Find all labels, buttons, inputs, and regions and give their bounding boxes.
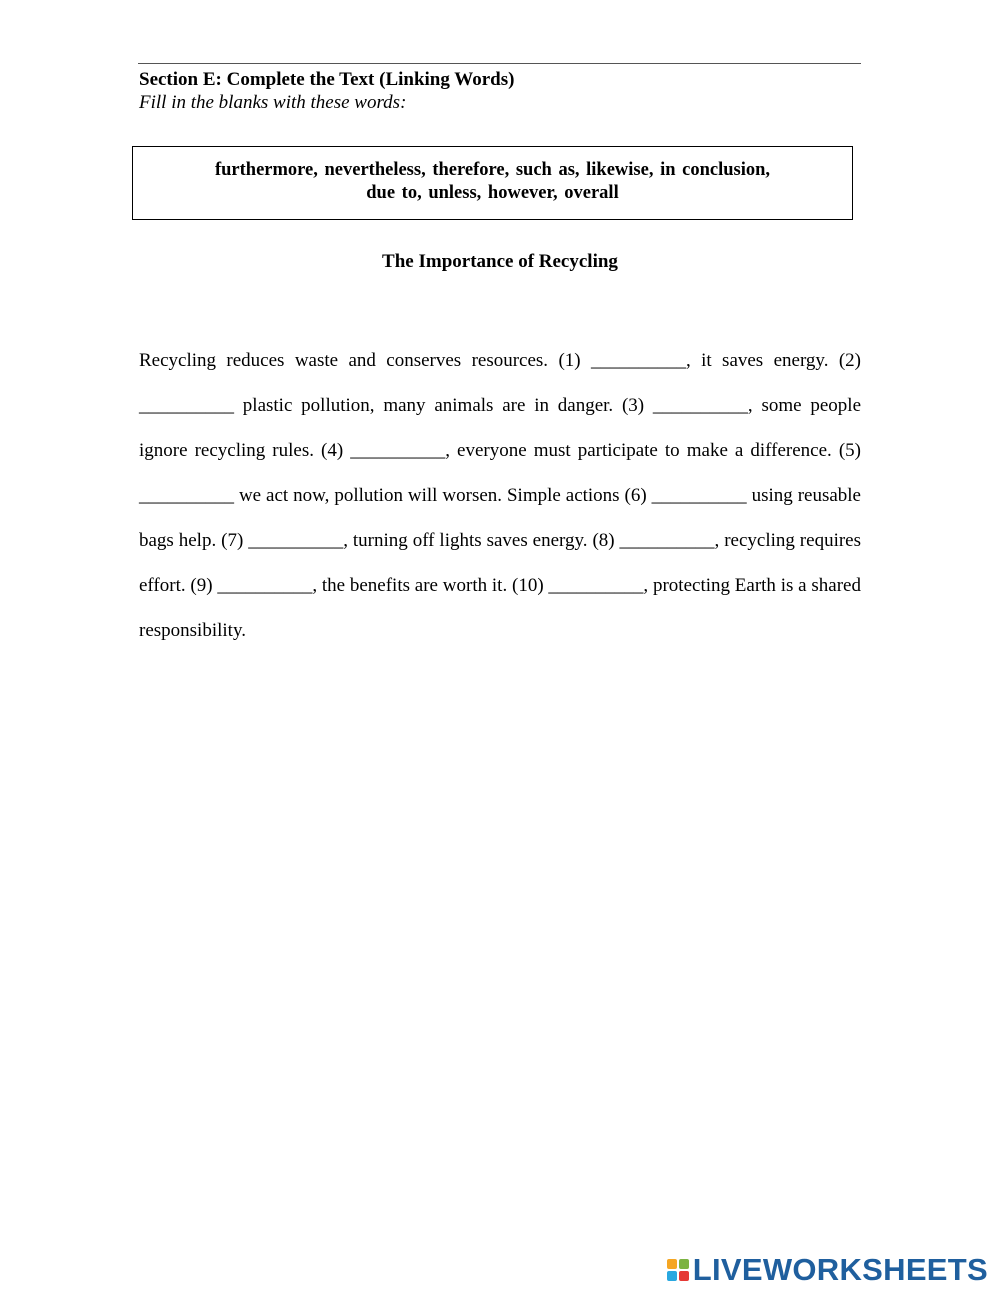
word-bank-line-1: furthermore, nevertheless, therefore, such as, likewise, in conclusion, (214, 160, 771, 180)
logo-mark-square-3 (667, 1271, 677, 1281)
logo-text: LIVEWORKSHEETS (692, 1252, 988, 1287)
passage-text: Recycling reduces waste and conserves resources. (1) __________, it saves energy. (2) __________ plastic pollution, many animals are in danger. (3) __________, some people ignore recycling rules. (4) __________, everyone must participate to make a difference. (5) __________ we act now, pollution will worsen. Simple actions (6) __________ using reusable bags help. (7) __________, turning off lights saves energy. (8) __________, recycling requires effort. (9) __________, the benefits are worth it. (10) __________, protecting Earth is a shared responsibility. (139, 350, 861, 641)
section-heading: Section E: Complete the Text (Linking Words) (139, 69, 515, 90)
logo-mark-icon (667, 1259, 689, 1281)
logo-mark-square-2 (679, 1259, 689, 1269)
logo-mark-square-4 (679, 1271, 689, 1281)
top-divider (138, 63, 861, 64)
word-bank-box (132, 146, 853, 220)
instruction-text: Fill in the blanks with these words: (139, 92, 407, 113)
passage-title: The Importance of Recycling (382, 251, 618, 272)
word-bank-line-2: due to, unless, however, overall (366, 183, 619, 203)
logo-mark-square-1 (667, 1259, 677, 1269)
liveworksheets-logo (667, 1252, 988, 1288)
